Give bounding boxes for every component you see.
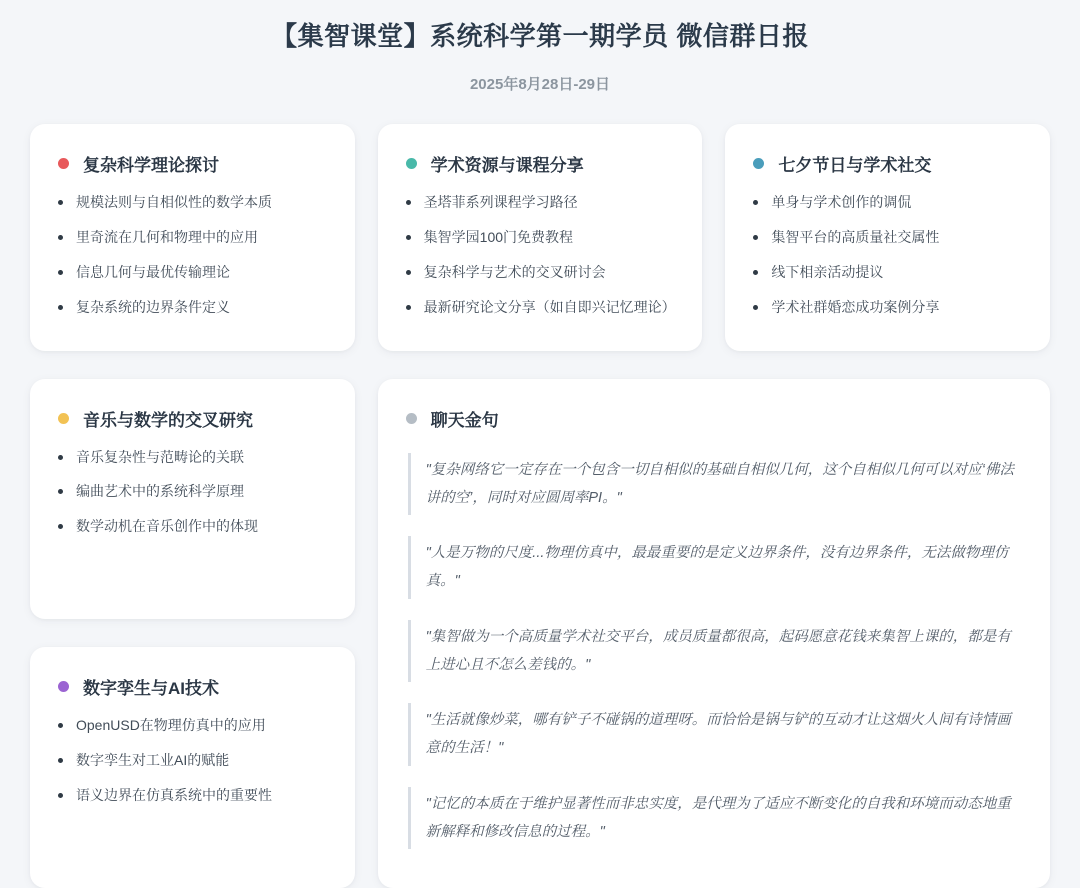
card-title: 聊天金句 (430, 410, 499, 430)
quote-item: "集智做为一个高质量学术社交平台，成员质量都很高，起码愿意花钱来集智上课的，都是有上进心且不怎么差钱的。" (408, 620, 1024, 683)
card-academic-resources (378, 124, 703, 351)
topic-dot-icon (58, 158, 69, 169)
list-item (406, 228, 677, 247)
card-title: 七夕节日与学术社交 (778, 156, 932, 175)
bullet-icon (58, 758, 63, 763)
bullet-icon (406, 200, 411, 205)
bullet-icon (58, 270, 63, 275)
card-header (58, 151, 329, 176)
bullet-icon (753, 235, 758, 240)
card-header (58, 406, 329, 431)
card-music-math-research (30, 379, 355, 620)
list-item-text: 复杂系统的边界条件定义 (76, 298, 230, 315)
list-item-text: 学术社群婚恋成功案例分享 (771, 298, 940, 315)
list-item-text: 复杂科学与艺术的交叉研讨会 (423, 263, 606, 280)
list-item (753, 228, 1024, 247)
list-item-text: 数学动机在音乐创作中的体现 (76, 518, 258, 535)
card-title: 复杂科学理论探讨 (83, 156, 219, 175)
bullet-icon (753, 305, 758, 310)
list-item-text: 里奇流在几何和物理中的应用 (76, 228, 258, 245)
list-item (406, 193, 677, 212)
topic-dot-icon (753, 158, 764, 169)
list-item-text: 信息几何与最优传输理论 (76, 263, 230, 280)
bullet-icon (58, 235, 63, 240)
list-item-text: 音乐复杂性与范畴论的关联 (76, 448, 244, 465)
quote-item: "生活就像炒菜，哪有铲子不碰锅的道理呀。而恰恰是锅与铲的互动才让这烟火人间有诗情画意的生活！" (408, 703, 1024, 766)
bullet-icon (58, 524, 63, 529)
bullet-icon (406, 235, 411, 240)
card-qixi-academic-social (725, 124, 1050, 351)
bullet-icon (753, 270, 758, 275)
list-item (58, 263, 329, 282)
list-item-text: 语义边界在仿真系统中的重要性 (76, 787, 272, 804)
bullet-icon (58, 723, 63, 728)
card-title: 学术资源与课程分享 (430, 156, 584, 175)
topic-list (58, 448, 329, 537)
list-item (406, 298, 677, 317)
card-header (406, 406, 1024, 431)
list-item (58, 298, 329, 317)
list-item (406, 263, 677, 282)
topic-list (753, 193, 1024, 317)
list-item-text: 集智平台的高质量社交属性 (771, 228, 940, 245)
topic-dot-icon (406, 413, 417, 424)
list-item-text: 编曲艺术中的系统科学原理 (76, 483, 244, 500)
list-item (753, 263, 1024, 282)
list-item-text: 线下相亲活动提议 (771, 263, 884, 280)
quote-item: "复杂网络它一定存在一个包含一切自相似的基础自相似几何，这个自相似几何可以对应‘佛法讲的空’，同时对应圆周率PI。" (408, 453, 1024, 516)
card-digital-twin-ai (30, 647, 355, 888)
list-item-text: 最新研究论文分享（如自即兴记忆理论） (423, 298, 676, 315)
list-item-text: 集智学园100门免费教程 (423, 228, 574, 245)
topic-list (406, 193, 677, 317)
cards-grid (0, 124, 1080, 888)
card-title: 数字孪生与AI技术 (83, 679, 219, 699)
bullet-icon (58, 455, 63, 460)
bullet-icon (58, 793, 63, 798)
list-item (58, 448, 329, 467)
card-header (753, 151, 1024, 176)
list-item-text: 圣塔菲系列课程学习路径 (423, 194, 578, 210)
list-item-text: OpenUSD在物理仿真中的应用 (76, 717, 266, 734)
card-header (406, 151, 677, 176)
list-item (58, 228, 329, 247)
bullet-icon (58, 200, 63, 205)
bullet-icon (58, 305, 63, 310)
card-complex-science-theory (30, 124, 355, 351)
bullet-icon (753, 200, 758, 205)
list-item-text: 数字孪生对工业AI的赋能 (76, 752, 230, 769)
topic-dot-icon (58, 413, 69, 424)
topic-list (58, 716, 329, 805)
list-item (58, 751, 329, 770)
list-item (58, 193, 329, 212)
bullet-icon (406, 270, 411, 275)
bullet-icon (406, 305, 411, 310)
quote-item: "人是万物的尺度...物理仿真中，最最重要的是定义边界条件，没有边界条件，无法做物理仿真。" (408, 536, 1024, 599)
list-item (753, 193, 1024, 212)
list-item (753, 298, 1024, 317)
page-date: 2025年8月28日-29日 (469, 76, 611, 93)
card-chat-golden-quotes (378, 379, 1050, 888)
card-title: 音乐与数学的交叉研究 (83, 410, 253, 430)
topic-list (58, 193, 329, 317)
list-item-text: 单身与学术创作的调侃 (771, 194, 912, 210)
list-item (58, 716, 329, 735)
quote-item: "记忆的本质在于维护显著性而非忠实度，是代理为了适应不断变化的自我和环境而动态地重新解释和修改信息的过程。" (408, 787, 1024, 850)
card-header (58, 674, 329, 699)
list-item (58, 517, 329, 536)
topic-dot-icon (406, 158, 417, 169)
list-item (58, 482, 329, 501)
bullet-icon (58, 489, 63, 494)
topic-dot-icon (58, 681, 69, 692)
list-item-text: 规模法则与自相似性的数学本质 (76, 194, 272, 210)
quote-list (406, 453, 1024, 850)
list-item (58, 786, 329, 805)
page-title: 【集智课堂】系统科学第一期学员 微信群日报 (271, 21, 809, 51)
